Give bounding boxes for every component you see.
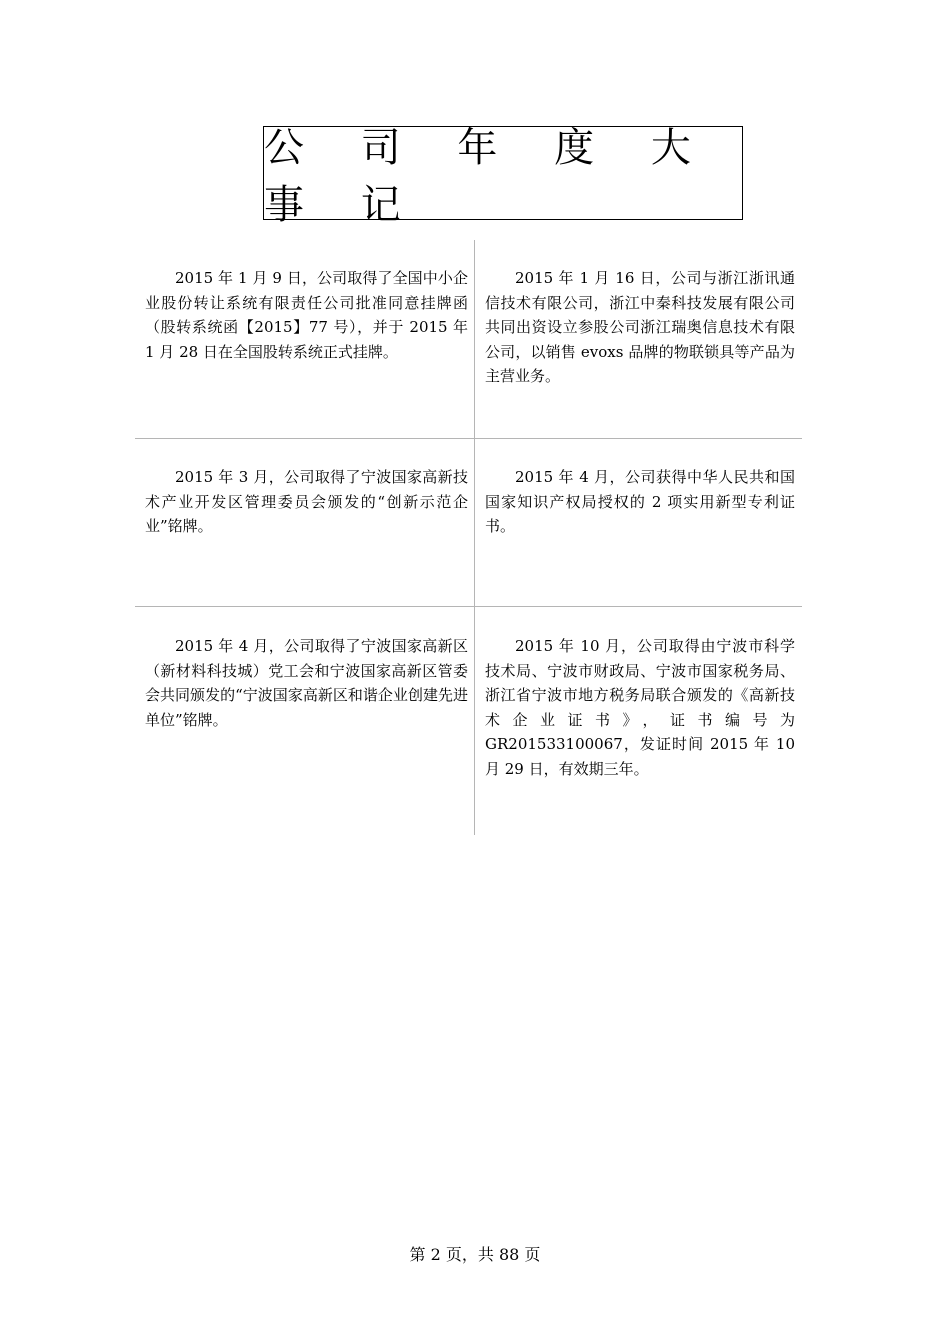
event-2015-01-16: 2015 年 1 月 16 日，公司与浙江浙讯通信技术有限公司，浙江中秦科技发展有限公司共同出资设立参股公司浙江瑞奥信息技术有限公司，以销售 evoxs 品牌的物联锁具等产品为主营业务。 [485,269,795,385]
event-2015-04-award: 2015 年 4 月，公司取得了宁波国家高新区（新材料科技城）党工会和宁波国家高新区管委会共同颁发的“宁波国家高新区和谐企业创建先进单位”铭牌。 [145,637,468,729]
page-title: 公 司 年 度 大 事 记 [264,125,713,228]
column-divider [474,240,475,835]
event-2015-10: 2015 年 10 月，公司取得由宁波市科学技术局、宁波市财政局、宁波市国家税务局、浙江省宁波市地方税务局联合颁发的《高新技术企业证书》，证书编号为GR201533100067，发证时间 2015 年 10 月 29 日，有效期三年。 [485,637,795,778]
title-box [263,125,743,228]
event-2015-01-09: 2015 年 1 月 9 日，公司取得了全国中小企业股份转让系统有限责任公司批准同意挂牌函（股转系统函【2015】77 号），并于 2015 年 1 月 28 日在全国股转系统正式挂牌。 [145,269,468,361]
event-2015-03: 2015 年 3 月，公司取得了宁波国家高新技术产业开发区管理委员会颁发的“创新示范企业”铭牌。 [145,468,468,535]
event-2015-04-patent: 2015 年 4 月，公司获得中华人民共和国国家知识产权局授权的 2 项实用新型专利证书。 [485,468,795,535]
row-divider [135,438,802,439]
row-divider [135,606,802,607]
page-footer: 第 2 页，共 88 页 [409,1245,541,1264]
